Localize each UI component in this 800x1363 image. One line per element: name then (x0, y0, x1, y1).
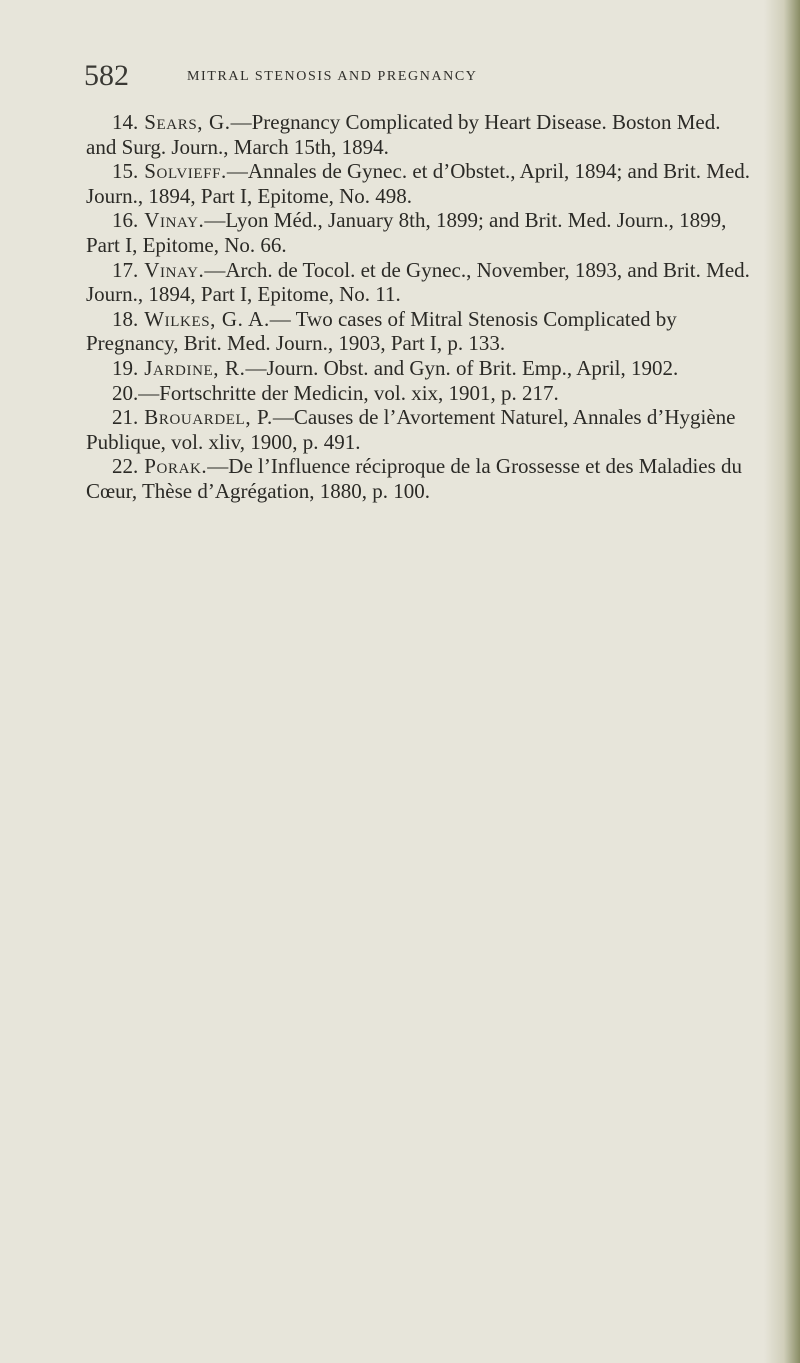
reference-number: 17. (112, 257, 139, 282)
running-head: MITRAL STENOSIS AND PREGNANCY (187, 69, 478, 84)
reference-item (86, 208, 754, 257)
reference-author: Sears, G. (144, 110, 231, 134)
reference-item (86, 405, 754, 454)
reference-text: —Lyon Méd., January 8th, 1899; and Brit. Med. Journ., 1899, Part I, Epitome, No. 66. (86, 208, 727, 257)
reference-text: —Annales de Gynec. et d’Obstet., April, 1894; and Brit. Med. Journ., 1894, Part I, Epitome, No. 498. (86, 159, 751, 208)
reference-number: 16. (112, 208, 139, 233)
reference-item (86, 307, 754, 356)
page-header (84, 60, 684, 96)
reference-author: Jardine, R. (144, 355, 246, 380)
reference-text: —Pregnancy Complicated by Heart Disease. Boston Med. and Surg. Journ., March 15th, 1894. (86, 110, 721, 159)
reference-author: Brouardel, P. (144, 405, 273, 430)
reference-item (86, 381, 754, 406)
reference-text: —Fortschritte der Medicin, vol. xix, 1901, p. 217. (138, 380, 559, 405)
reference-author: Wilkes, G. A. (144, 306, 270, 331)
reference-item (86, 454, 754, 503)
reference-item (86, 356, 754, 381)
reference-item (86, 159, 754, 208)
reference-number: 19. (112, 355, 139, 380)
reference-item (86, 258, 754, 307)
reference-text: —De l’Influence réciproque de la Grossesse et des Maladies du Cœur, Thèse d’Agrégation, 1880, p. 100. (86, 454, 743, 503)
reference-item (86, 110, 754, 159)
reference-number: 18. (112, 306, 139, 331)
reference-text: —Arch. de Tocol. et de Gynec., November, 1893, and Brit. Med. Journ., 1894, Part I, Epitome, No. 11. (86, 257, 750, 307)
reference-text: —Journ. Obst. and Gyn. of Brit. Emp., April, 1902. (245, 355, 679, 380)
reference-number: 21. (112, 405, 139, 430)
reference-list (86, 110, 754, 504)
reference-author: Porak. (144, 454, 208, 479)
reference-number: 14. (112, 110, 139, 134)
reference-author: Vinay. (144, 257, 205, 282)
reference-number: 20. (112, 380, 139, 405)
reference-text: — Two cases of Mitral Stenosis Complicated by Pregnancy, Brit. Med. Journ., 1903, Part I, p. 133. (86, 306, 677, 356)
reference-text: —Causes de l’Avortement Naturel, Annales d’Hygiène Publique, vol. xliv, 1900, p. 491. (86, 405, 736, 454)
reference-author: Solvieff. (144, 159, 227, 184)
reference-number: 15. (112, 159, 139, 184)
page-edge-shadow (764, 0, 800, 1363)
reference-author: Vinay. (144, 208, 205, 233)
reference-number: 22. (112, 454, 139, 479)
page-number: 582 (84, 59, 129, 92)
